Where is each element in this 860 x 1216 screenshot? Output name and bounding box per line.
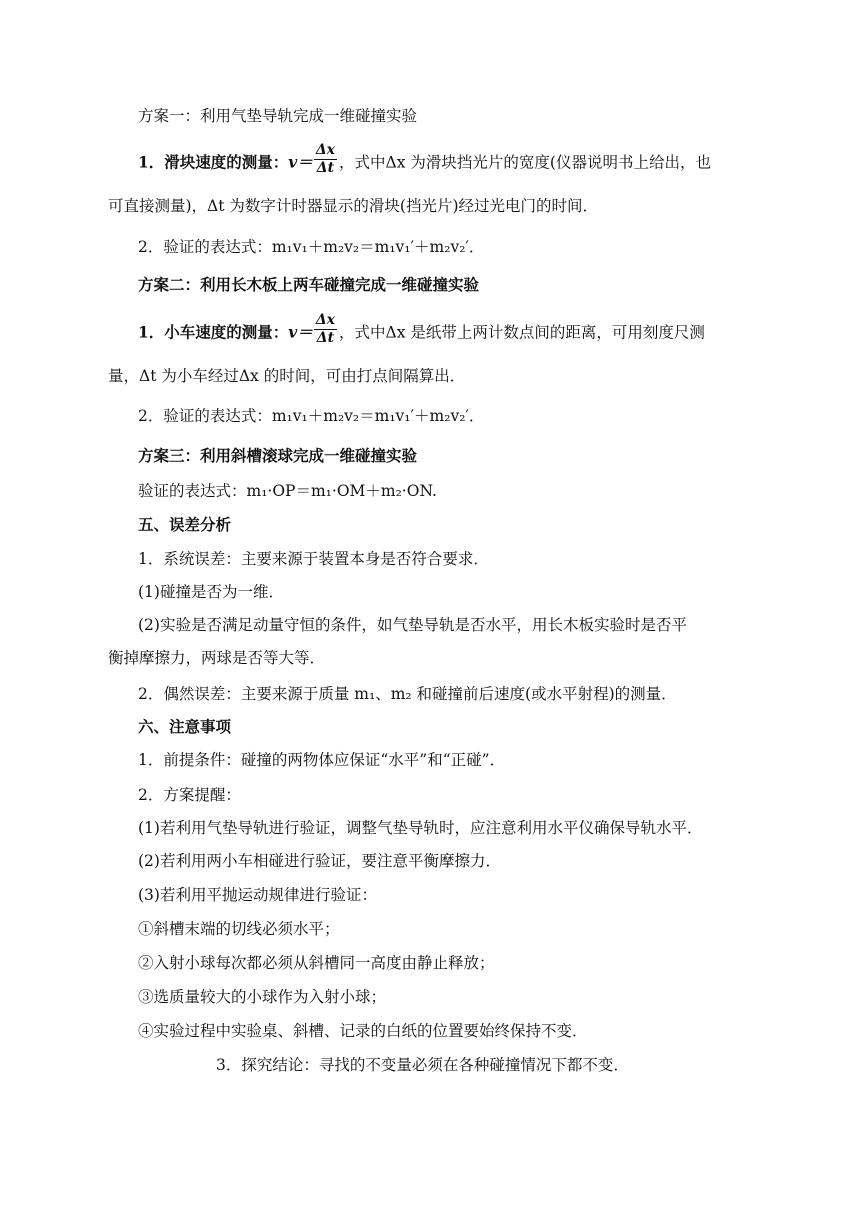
scheme2-item1-label: 1．小车速度的测量：: [138, 322, 289, 342]
error-systematic-2b: 衡掉摩擦力，两球是否等大等．: [108, 649, 326, 667]
error-title: 五、误差分析: [138, 515, 232, 534]
scheme1-title: 方案一：利用气垫导轨完成一维碰撞实验: [138, 107, 418, 125]
scheme1-formula-lhs: v＝: [288, 152, 313, 172]
notes-item2-2: (2)若利用两小车相碰进行验证，要注意平衡摩擦力．: [138, 852, 501, 870]
error-systematic-2a: (2)实验是否满足动量守恒的条件，如气垫导轨是否水平，用长木板实验时是否平: [138, 616, 687, 634]
notes-circle-3: ③选质量较大的小球作为入射小球；: [138, 988, 387, 1006]
scheme1-item1-text-a: ，式中Δx 为滑块挡光片的宽度(仪器说明书上给出，也: [339, 153, 711, 172]
scheme3-expr: 验证的表达式：m₁·OP＝m₁·OM＋m₂·ON.: [138, 482, 437, 500]
notes-item3: 3．探究结论：寻找的不变量必须在各种碰撞情况下都不变．: [216, 1056, 629, 1074]
error-random: 2．偶然误差：主要来源于质量 m₁、m₂ 和碰撞前后速度(或水平射程)的测量．: [138, 685, 677, 703]
notes-title: 六、注意事项: [138, 717, 232, 736]
scheme2-item1-line2: 量，Δt 为小车经过Δx 的时间，可由打点间隔算出．: [108, 367, 466, 385]
notes-item2-1: (1)若利用气垫导轨进行验证，调整气垫导轨时，应注意利用水平仪确保导轨水平．: [138, 819, 703, 837]
error-systematic: 1．系统误差：主要来源于装置本身是否符合要求．: [138, 550, 489, 568]
scheme1-item1-line2: 可直接测量)，Δt 为数字计时器显示的滑块(挡光片)经过光电门的时间．: [108, 197, 598, 215]
scheme2-item1-text-a: ，式中Δx 是纸带上两计数点间的距离，可用刻度尺测: [339, 323, 705, 342]
scheme2-item2: 2．验证的表达式：m₁v₁＋m₂v₂＝m₁v₁′＋m₂v₂′．: [138, 407, 485, 425]
error-systematic-1: (1)碰撞是否为一维．: [138, 583, 284, 601]
notes-item1: 1．前提条件：碰撞的两物体应保证“水平”和“正碰”．: [138, 751, 506, 769]
fraction-numerator: Δx: [315, 142, 336, 158]
notes-item2: 2．方案提醒：: [138, 786, 241, 804]
scheme2-formula-lhs: v＝: [288, 322, 313, 342]
scheme2-item1-line1: [138, 312, 705, 347]
fraction-denominator: Δt: [316, 330, 335, 346]
fraction-numerator: Δx: [315, 312, 336, 328]
notes-circle-1: ①斜槽末端的切线必须水平；: [138, 920, 340, 938]
notes-circle-4: ④实验过程中实验桌、斜槽、记录的白纸的位置要始终保持不变．: [138, 1022, 588, 1040]
notes-circle-2: ②入射小球每次都必须从斜槽同一高度由静止释放；: [138, 954, 495, 972]
scheme2-title: 方案二：利用长木板上两车碰撞完成一维碰撞实验: [138, 275, 480, 294]
scheme3-title: 方案三：利用斜槽滚球完成一维碰撞实验: [138, 446, 418, 465]
scheme1-item1-label: 1．滑块速度的测量：: [138, 152, 289, 172]
notes-item2-3: (3)若利用平抛运动规律进行验证：: [138, 886, 377, 904]
scheme1-item2: 2．验证的表达式：m₁v₁＋m₂v₂＝m₁v₁′＋m₂v₂′．: [138, 238, 485, 256]
scheme2-fraction: [314, 312, 337, 347]
fraction-denominator: Δt: [316, 160, 335, 176]
scheme1-item1-line1: [138, 142, 711, 177]
scheme1-fraction: [314, 142, 337, 177]
